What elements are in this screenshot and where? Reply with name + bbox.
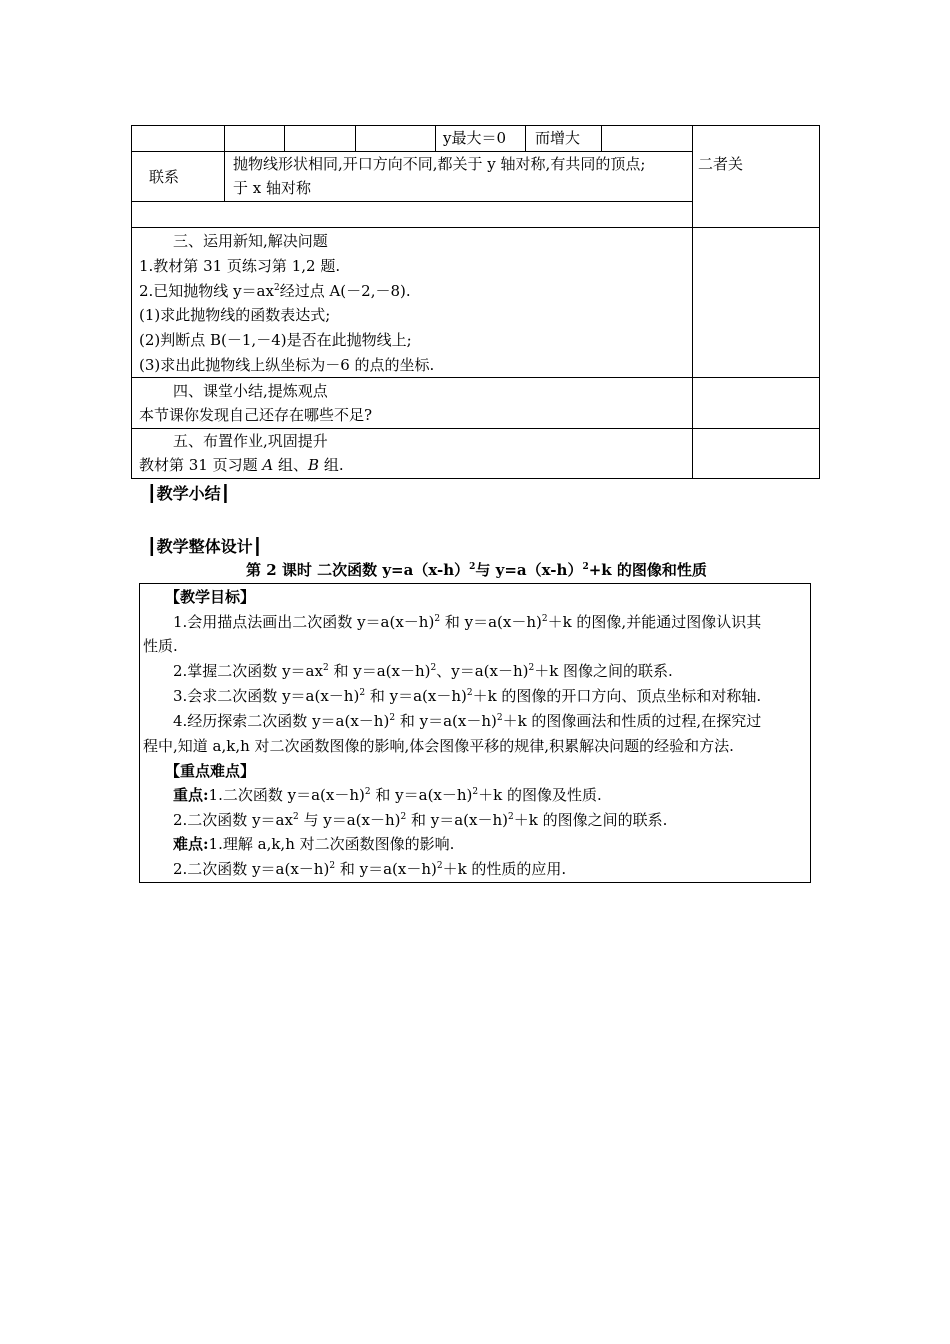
relation-text-line1: 抛物线形状相同,开口方向不同,都关于 y 轴对称,有共同的顶点; bbox=[233, 155, 646, 173]
row1-div3 bbox=[355, 125, 356, 152]
section4-text: 本节课你发现自己还存在哪些不足? bbox=[139, 406, 373, 424]
relation-bottom-border bbox=[131, 201, 693, 202]
cell-increase: 而增大 bbox=[535, 129, 581, 147]
goal-1: 1.会用描点法画出二次函数 $y=a(x-h)^2$ 和 $y=a(x-h)^2+k$ 的图像,并能通过图像认识其 bbox=[173, 613, 762, 631]
section4-heading: 四、课堂小结,提炼观点 bbox=[173, 382, 328, 400]
key-point-1: 重点:1.二次函数 $y=a(x-h)^2$ 和 $y=a(x-h)^2+k$ 的图像及性质. bbox=[173, 786, 602, 804]
lesson-title: 第 2 课时 二次函数 $y=a(x-h)^2$与 $y=a(x-h)^2+k$ 的图像和性质 bbox=[246, 561, 707, 579]
goal-3: 3.会求二次函数 $y=a(x-h)^2$ 和 $y=a(x-h)^2+k$ 的图像的开口方向、顶点坐标和对称轴. bbox=[173, 687, 762, 705]
overall-design-heading: ┃教学整体设计┃ bbox=[147, 537, 263, 556]
row1-div4 bbox=[435, 125, 436, 152]
goals-label: 【教学目标】 bbox=[165, 588, 256, 606]
difficulty-2: 2.二次函数 $y=a(x-h)^2$ 和 $y=a(x-h)^2+k$ 的性质的应用. bbox=[173, 860, 567, 878]
difficulty-1: 难点:1.理解 a,k,h 对二次函数图像的影响. bbox=[173, 835, 455, 853]
relation-text-line2: 于 x 轴对称 bbox=[233, 179, 311, 197]
cell-ymax: y最大＝0 bbox=[443, 129, 507, 147]
row1-div2 bbox=[284, 125, 285, 152]
section3-q2-2: (2)判断点 B(－1,－4)是否在此抛物线上; bbox=[139, 331, 412, 349]
section3-q1: 1.教材第 31 页练习第 1,2 题. bbox=[139, 257, 341, 275]
goal-4: 4.经历探索二次函数 $y=a(x-h)^2$ 和 $y=a(x-h)^2+k$ 的图像画法和性质的过程,在探究过 bbox=[173, 712, 762, 730]
relation-label: 联系 bbox=[149, 168, 180, 186]
row1-div5 bbox=[525, 125, 526, 152]
relation-side-note: 二者关 bbox=[698, 155, 744, 173]
row1-div6 bbox=[601, 125, 602, 152]
section3-heading: 三、运用新知,解决问题 bbox=[173, 232, 328, 250]
section3-q2: 2.已知抛物线 $y=ax^2$经过点 A(－2,－8). bbox=[139, 282, 411, 300]
teaching-summary-heading: ┃教学小结┃ bbox=[147, 484, 231, 503]
row1-div1 bbox=[224, 125, 225, 152]
section3-bottom-border bbox=[131, 377, 820, 378]
goal-2: 2.掌握二次函数 $y=ax^2$ 和 $y=a(x-h)^2$、$y=a(x-h)^2+k$ 图像之间的联系. bbox=[173, 662, 673, 680]
goal-4-cont: 程中,知道 a,k,h 对二次函数图像的影响,体会图像平移的规律,积累解决问题的经验和方法. bbox=[143, 737, 734, 755]
section5-text: 教材第 31 页习题 A 组、B 组. bbox=[139, 456, 344, 474]
key-difficulty-label: 【重点难点】 bbox=[165, 762, 256, 780]
goal-1-cont: 性质. bbox=[143, 637, 178, 655]
section5-heading: 五、布置作业,巩固提升 bbox=[173, 432, 328, 450]
relation-label-divider bbox=[224, 151, 225, 202]
section3-q2-1: (1)求此抛物线的函数表达式; bbox=[139, 306, 331, 324]
key-point-2: 2.二次函数 $y=ax^2$ 与 $y=a(x-h)^2$ 和 $y=a(x-h)^2+k$ 的图像之间的联系. bbox=[173, 811, 668, 829]
right-column-divider bbox=[692, 125, 693, 479]
section3-q2-3: (3)求出此抛物线上纵坐标为－6 的点的坐标. bbox=[139, 356, 435, 374]
empty-row-bottom-border bbox=[131, 227, 820, 228]
